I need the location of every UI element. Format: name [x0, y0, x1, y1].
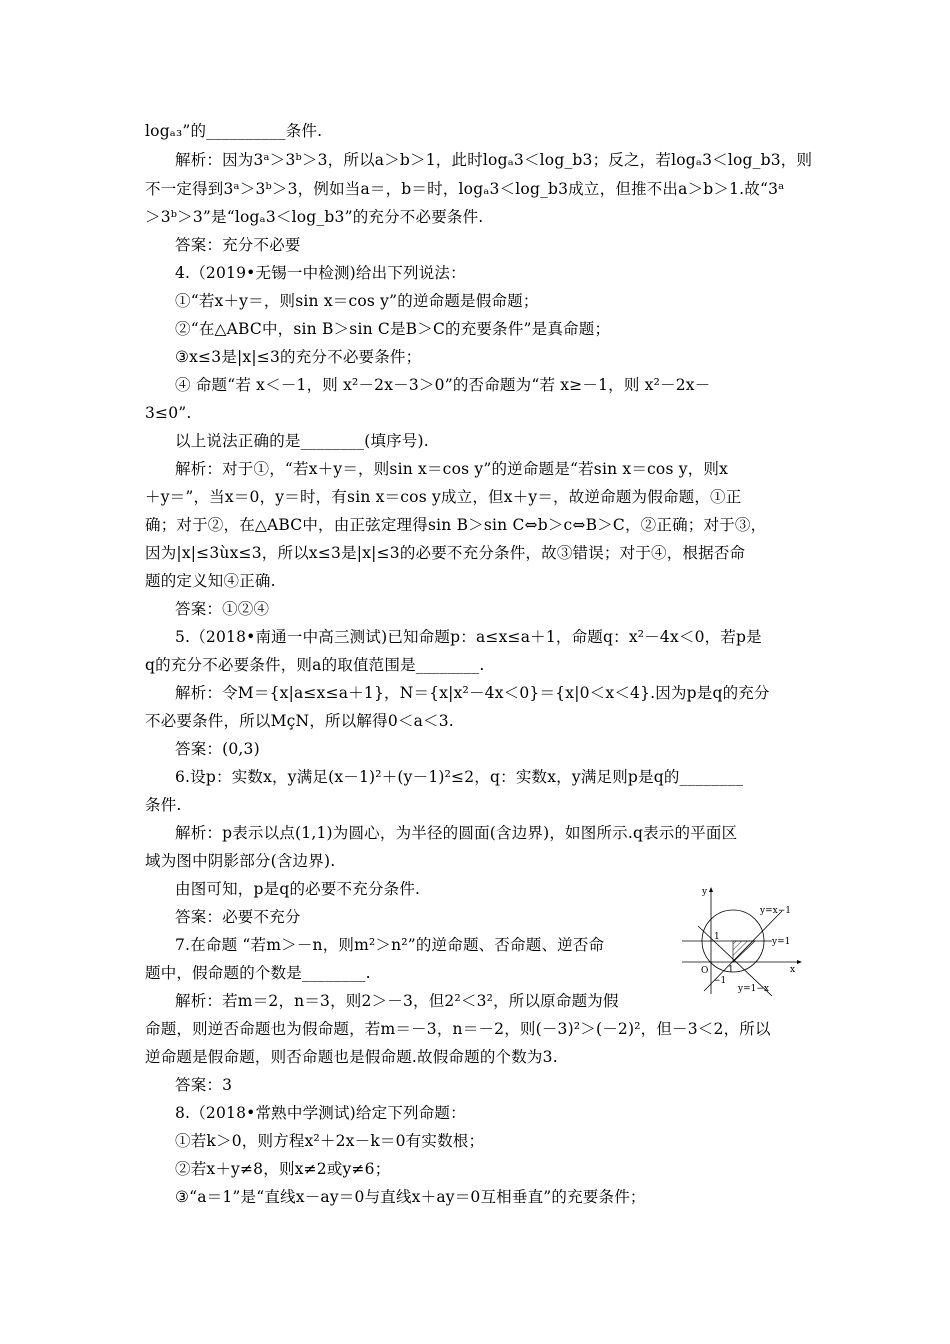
- tick-label-one-x: 1: [728, 965, 734, 975]
- text-line: 解析：若m＝2，n＝3，则2＞－3，但2²＜3²，所以原命题为假: [175, 992, 619, 1010]
- text-line: ＋y＝”，当x＝0，y＝时，有sin x＝cos y成立，但x＋y＝，故逆命题为假命题，①正: [145, 488, 742, 506]
- coordinate-figure: [672, 886, 812, 996]
- answer-line: 答案：充分不必要: [175, 236, 301, 254]
- x-axis-arrow-icon: [797, 960, 802, 964]
- text-line: ①“若x＋y＝，则sin x＝cos y”的逆命题是假命题；: [175, 292, 539, 310]
- text-line: q的充分不必要条件，则a的取值范围是________.: [145, 656, 485, 674]
- answer-line: 答案：必要不充分: [175, 908, 301, 926]
- question-heading: 5.（2018•南通一中高三测试)已知命题p：a≤x≤a＋1，命题q：x²－4x＜0，若p是: [175, 628, 762, 646]
- answer-line: 答案：(0,3): [175, 740, 260, 758]
- text-line: ＞3ᵇ＞3”是“logₐ3＜log_b3”的充分不必要条件.: [145, 208, 484, 226]
- text-line: 逆命题是假命题，则否命题也是假命题.故假命题的个数为3.: [145, 1048, 558, 1066]
- text-line: ③x≤3是|x|≤3的充分不必要条件；: [175, 348, 422, 366]
- origin-label: O: [701, 966, 709, 976]
- text-line: 解析：令M＝{x|a≤x≤a＋1}，N＝{x|x²－4x＜0}＝{x|0＜x＜4}.因为p是q的充分: [175, 684, 770, 702]
- answer-line: 答案：①②④: [175, 600, 270, 618]
- text-line: 3≤0”.: [145, 404, 192, 422]
- text-line: 由图可知，p是q的必要不充分条件.: [175, 880, 421, 898]
- text-line: 题的定义知④正确.: [145, 572, 276, 590]
- text-line: ④ 命题“若 x＜－1，则 x²－2x－3＞0”的否命题为“若 x≥－1，则 x²－2x－: [175, 376, 711, 394]
- tick-label-one-y: 1: [714, 932, 720, 942]
- y-axis-arrow-icon: [709, 887, 713, 892]
- text-line: ②“在△ABC中，sin B＞sin C是B＞C的充要条件”是真命题；: [175, 320, 611, 338]
- text-line: ③“a＝1”是“直线x－ay＝0与直线x＋ay＝0互相垂直”的充要条件；: [175, 1188, 646, 1206]
- text-line: 以上说法正确的是________(填序号).: [175, 432, 429, 450]
- text-line: 解析：因为3ᵃ＞3ᵇ＞3，所以a＞b＞1，此时logₐ3＜log_b3；反之，若logₐ3＜log_b3，则: [175, 151, 813, 169]
- text-line: 条件.: [145, 796, 182, 814]
- y-axis-label: y: [702, 887, 708, 897]
- shaded-region: [733, 941, 755, 962]
- line1-label: y=x−1: [760, 906, 791, 916]
- text-line: 命题，则逆否命题也为假命题，若m＝－3，n＝－2，则(－3)²＞(－2)²，但－3＜2，所以: [145, 1020, 771, 1038]
- text-line: 确；对于②，在△ABC中，由正弦定理得sin B＞sin C⇔b＞c⇔B＞C，②正确；对于③，: [145, 516, 767, 534]
- question-heading: 8.（2018•常熟中学测试)给定下列命题：: [175, 1104, 466, 1122]
- question-heading: 7.在命题 “若m＞－n，则m²＞n²”的逆命题、否命题、逆否命: [175, 936, 605, 954]
- text-line: 域为图中阴影部分(含边界).: [145, 852, 336, 870]
- text-line: 因为|x|≤3ùx≤3，所以x≤3是|x|≤3的必要不充分条件，故③错误；对于④，根据否命: [145, 544, 746, 562]
- text-line: 解析：对于①，“若x＋y＝，则sin x＝cos y”的逆命题是“若sin x＝cos y，则x: [175, 460, 729, 478]
- x-axis-label: x: [790, 965, 796, 975]
- text-line: 不一定得到3ᵃ＞3ᵇ＞3，例如当a＝，b＝时，logₐ3＜log_b3成立，但推不出a＞b＞1.故“3ᵃ: [145, 180, 785, 198]
- line2-label: y=1: [772, 937, 791, 947]
- text-line: 解析：p表示以点(1,1)为圆心，为半径的圆面(含边界)，如图所示.q表示的平面区: [175, 824, 738, 842]
- text-line: 不必要条件，所以MçN，所以解得0＜a＜3.: [145, 712, 454, 730]
- question-heading: 6.设p：实数x，y满足(x－1)²＋(y－1)²≤2，q：实数x，y满足则p是q的________: [175, 768, 744, 786]
- question-heading: 4.（2019•无锡一中检测)给出下列说法：: [175, 264, 466, 282]
- text-line: logₐ₃”的__________条件.: [145, 122, 323, 140]
- line3-label: y=1−x: [738, 984, 769, 994]
- text-line: 题中，假命题的个数是________.: [145, 964, 371, 982]
- text-line: ②若x＋y≠8，则x≠2或y≠6；: [175, 1160, 391, 1178]
- tick-label-neg-one: −1: [713, 976, 727, 986]
- text-line: ①若k＞0，则方程x²＋2x－k＝0有实数根；: [175, 1132, 485, 1150]
- answer-line: 答案：3: [175, 1076, 233, 1094]
